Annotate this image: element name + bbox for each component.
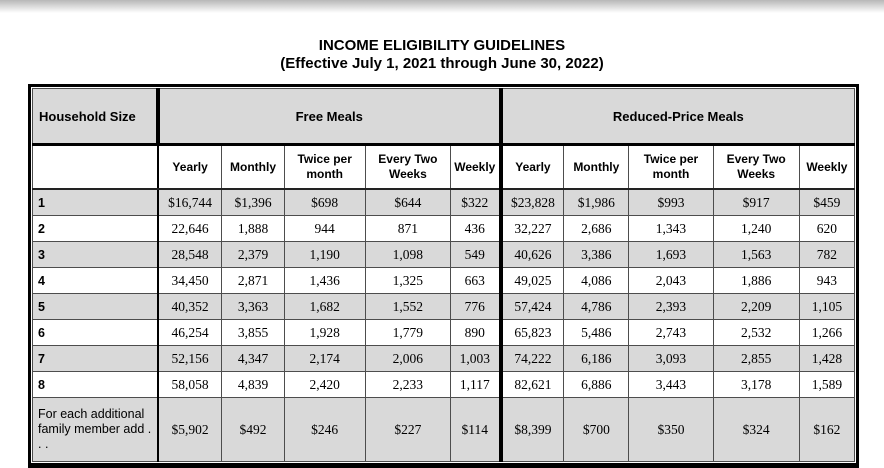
free-weekly-value: 549 [450,242,500,268]
free-twice-per-month-value: 944 [284,216,365,242]
free-weekly-value: 1,003 [450,346,500,372]
reduced-monthly-value: 6,886 [564,372,629,398]
free-monthly-value: 3,855 [222,320,284,346]
reduced-monthly-value: $700 [564,398,629,462]
table-row [33,216,855,242]
reduced-weekly-value: 1,105 [799,294,854,320]
period-header-free-weekly: Weekly [450,145,500,190]
reduced-every-two-weeks-value: 2,532 [713,320,799,346]
footer-label-cell: For each additional family member add . . . [33,398,158,462]
free-weekly-value: 890 [450,320,500,346]
reduced-yearly-value: 49,025 [501,268,564,294]
reduced-weekly-value: $162 [799,398,854,462]
free-yearly-value: 28,548 [158,242,222,268]
household-size-cell: 1 [33,189,158,216]
reduced-every-two-weeks-value: $324 [713,398,799,462]
free-every-two-weeks-value: 1,552 [365,294,450,320]
top-gradient-bar [0,0,884,13]
reduced-monthly-value: 5,486 [564,320,629,346]
reduced-twice-per-month-value: 2,043 [629,268,713,294]
table-body [33,189,855,462]
free-yearly-value: 40,352 [158,294,222,320]
free-yearly-value: 46,254 [158,320,222,346]
reduced-every-two-weeks-value: 1,240 [713,216,799,242]
reduced-monthly-value: 2,686 [564,216,629,242]
section-header-row [33,89,855,145]
free-monthly-value: $1,396 [222,189,284,216]
reduced-monthly-value: 3,386 [564,242,629,268]
reduced-yearly-value: 74,222 [501,346,564,372]
free-every-two-weeks-value: $227 [365,398,450,462]
free-yearly-value: 58,058 [158,372,222,398]
reduced-monthly-value: 4,786 [564,294,629,320]
reduced-weekly-value: 1,266 [799,320,854,346]
title-line-1: INCOME ELIGIBILITY GUIDELINES [318,37,566,54]
reduced-yearly-value: 32,227 [501,216,564,242]
free-twice-per-month-value: 1,190 [284,242,365,268]
period-header-reduced-monthly: Monthly [564,145,629,190]
reduced-yearly-value: 40,626 [501,242,564,268]
period-header-free-twice-per-month: Twice per month [284,145,365,190]
free-twice-per-month-value: 2,174 [284,346,365,372]
reduced-weekly-value: 620 [799,216,854,242]
free-twice-per-month-value: 2,420 [284,372,365,398]
household-size-cell: 2 [33,216,158,242]
household-size-cell: 3 [33,242,158,268]
reduced-twice-per-month-value: 2,393 [629,294,713,320]
table-row [33,242,855,268]
reduced-weekly-value: $459 [799,189,854,216]
reduced-every-two-weeks-value: $917 [713,189,799,216]
reduced-yearly-value: 82,621 [501,372,564,398]
free-yearly-value: 34,450 [158,268,222,294]
free-yearly-value: 52,156 [158,346,222,372]
household-size-cell: 7 [33,346,158,372]
reduced-yearly-value: 57,424 [501,294,564,320]
household-size-header: Household Size [33,89,158,145]
free-yearly-value: 22,646 [158,216,222,242]
free-monthly-value: 2,871 [222,268,284,294]
period-header-free-monthly: Monthly [222,145,284,190]
reduced-twice-per-month-value: 3,093 [629,346,713,372]
free-weekly-value: 1,117 [450,372,500,398]
reduced-twice-per-month-value: 3,443 [629,372,713,398]
table-row [33,294,855,320]
period-header-reduced-weekly: Weekly [799,145,854,190]
household-size-cell: 5 [33,294,158,320]
reduced-twice-per-month-value: 1,343 [629,216,713,242]
reduced-every-two-weeks-value: 1,886 [713,268,799,294]
reduced-monthly-value: 4,086 [564,268,629,294]
table-row [33,320,855,346]
title-line-2: (Effective July 1, 2021 through June 30, 2022) [280,55,604,72]
free-every-two-weeks-value: 1,779 [365,320,450,346]
reduced-monthly-value: 6,186 [564,346,629,372]
free-weekly-value: $114 [450,398,500,462]
free-twice-per-month-value: $698 [284,189,365,216]
reduced-every-two-weeks-value: 3,178 [713,372,799,398]
free-monthly-value: 3,363 [222,294,284,320]
period-header-free-every-two-weeks: Every Two Weeks [365,145,450,190]
table-row [33,189,855,216]
reduced-weekly-value: 943 [799,268,854,294]
free-every-two-weeks-value: 871 [365,216,450,242]
free-twice-per-month-value: 1,928 [284,320,365,346]
free-twice-per-month-value: $246 [284,398,365,462]
income-eligibility-table [32,88,855,462]
period-header-row [33,145,855,190]
free-weekly-value: 436 [450,216,500,242]
reduced-twice-per-month-value: $350 [629,398,713,462]
free-every-two-weeks-value: 2,233 [365,372,450,398]
free-monthly-value: 4,839 [222,372,284,398]
free-monthly-value: 4,347 [222,346,284,372]
page-title [0,37,884,73]
reduced-every-two-weeks-value: 2,209 [713,294,799,320]
household-size-cell: 6 [33,320,158,346]
free-monthly-value: 1,888 [222,216,284,242]
reduced-every-two-weeks-value: 1,563 [713,242,799,268]
table-row [33,398,855,462]
free-yearly-value: $16,744 [158,189,222,216]
reduced-yearly-value: $8,399 [501,398,564,462]
free-every-two-weeks-value: 1,098 [365,242,450,268]
free-monthly-value: 2,379 [222,242,284,268]
free-twice-per-month-value: 1,436 [284,268,365,294]
free-monthly-value: $492 [222,398,284,462]
table-row [33,372,855,398]
table-row [33,346,855,372]
reduced-yearly-value: $23,828 [501,189,564,216]
table-row [33,268,855,294]
period-header-reduced-twice-per-month: Twice per month [629,145,713,190]
free-weekly-value: 776 [450,294,500,320]
free-twice-per-month-value: 1,682 [284,294,365,320]
reduced-twice-per-month-value: 2,743 [629,320,713,346]
household-size-cell: 4 [33,268,158,294]
household-size-cell: 8 [33,372,158,398]
period-header-free-yearly: Yearly [158,145,222,190]
reduced-weekly-value: 782 [799,242,854,268]
reduced-weekly-value: 1,428 [799,346,854,372]
free-every-two-weeks-value: 2,006 [365,346,450,372]
period-header-reduced-yearly: Yearly [501,145,564,190]
reduced-price-meals-section-header: Reduced-Price Meals [501,89,855,145]
reduced-every-two-weeks-value: 2,855 [713,346,799,372]
empty-corner-cell [33,145,158,190]
period-header-reduced-every-two-weeks: Every Two Weeks [713,145,799,190]
reduced-twice-per-month-value: 1,693 [629,242,713,268]
free-yearly-value: $5,902 [158,398,222,462]
reduced-monthly-value: $1,986 [564,189,629,216]
free-every-two-weeks-value: 1,325 [365,268,450,294]
reduced-weekly-value: 1,589 [799,372,854,398]
reduced-yearly-value: 65,823 [501,320,564,346]
free-meals-section-header: Free Meals [158,89,501,145]
free-weekly-value: 663 [450,268,500,294]
reduced-twice-per-month-value: $993 [629,189,713,216]
free-every-two-weeks-value: $644 [365,189,450,216]
income-table-frame [28,84,859,468]
free-weekly-value: $322 [450,189,500,216]
